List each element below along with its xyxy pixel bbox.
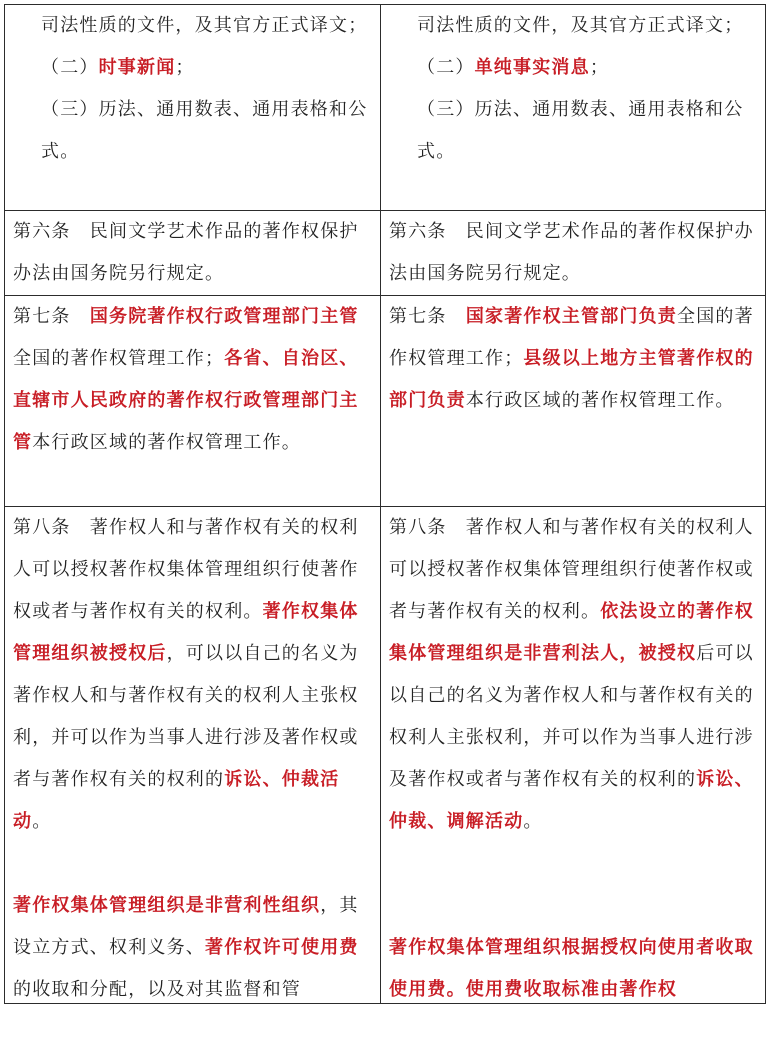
clause-text: （二）: [417, 57, 475, 78]
amended-text: 国家著作权主管部门负责: [465, 306, 678, 327]
amended-text: 单纯事实消息: [474, 57, 590, 78]
table-row: [5, 295, 765, 506]
new-law-cell: [381, 296, 765, 506]
clause-text: 司法性质的文件，及其官方正式译文；: [41, 15, 368, 36]
old-law-cell: [5, 5, 381, 210]
clause-paragraph: [13, 211, 374, 295]
amended-text: 时事新闻: [98, 57, 176, 78]
old-law-cell: [5, 507, 381, 1003]
clause-paragraph: [13, 89, 374, 173]
clause-paragraph: [13, 296, 374, 464]
clause-paragraph: [13, 47, 374, 89]
paragraph-gap: [389, 843, 759, 885]
clause-text: 后可以以自己的名义为著作权人和与著作权有关的权利人主张权利，并可以作为当事人进行涉及著作权或者与著作权有关的权利的: [389, 643, 754, 790]
amended-text: 著作权许可使用费: [205, 937, 359, 958]
clause-paragraph: [13, 885, 374, 1003]
table-row: [5, 506, 765, 1003]
clause-text: ，可以以自己的名义为著作权人和与著作权有关的权利人主张权利，并可以作为当事人进行涉及著作权或者与著作权有关的权利的: [13, 643, 359, 790]
clause-text: 本行政区域的著作权管理工作。: [465, 390, 735, 411]
new-law-cell: [381, 507, 765, 1003]
clause-paragraph: [13, 507, 374, 843]
clause-text: 第六条 民间文学艺术作品的著作权保护办法由国务院另行规定。: [389, 221, 754, 284]
new-law-cell: [381, 5, 765, 210]
clause-text: ；: [175, 57, 195, 78]
clause-paragraph: [389, 5, 759, 47]
new-law-cell: [381, 211, 765, 295]
amended-text: 著作权集体管理组织是非营利性组织: [13, 895, 321, 916]
amended-text: 著作权集体管理组织根据授权向使用者收取使用费。使用费收取标准由著作权: [389, 937, 754, 1000]
amended-text: 诉讼、仲裁活动: [13, 769, 340, 832]
clause-text: 。: [32, 811, 52, 832]
clause-text: 。: [523, 811, 543, 832]
amended-text: 各省、自治区、直辖市人民政府的著作权行政管理部门主管: [13, 348, 359, 453]
clause-paragraph: [389, 507, 759, 843]
clause-text: 司法性质的文件，及其官方正式译文；: [417, 15, 744, 36]
amended-text: 依法设立的著作权集体管理组织是非营利法人，被授权: [389, 601, 754, 664]
clause-paragraph: [389, 927, 759, 1003]
comparison-table: [4, 4, 766, 1004]
clause-text: （三）历法、通用数表、通用表格和公式。: [41, 99, 368, 162]
clause-paragraph: [389, 296, 759, 422]
paragraph-gap: [389, 885, 759, 927]
clause-text: ，其设立方式、权利义务、: [13, 895, 359, 958]
clause-text: ；: [589, 57, 610, 78]
clause-text: 第七条: [13, 306, 90, 327]
clause-paragraph: [13, 5, 374, 47]
clause-text: 全国的著作权管理工作；: [13, 348, 225, 369]
clause-text: 第八条 著作权人和与著作权有关的权利人可以授权著作权集体管理组织行使著作权或者与著作权有关的权利。: [389, 517, 754, 622]
amended-text: 著作权集体管理组织被授权后: [13, 601, 359, 664]
table-row: [5, 210, 765, 295]
clause-paragraph: [389, 211, 759, 295]
amended-text: 诉讼、仲裁、调解活动: [389, 769, 754, 832]
clause-text: 第七条: [389, 306, 466, 327]
old-law-cell: [5, 296, 381, 506]
page-bottom-margin: [0, 1004, 776, 1050]
clause-paragraph: [389, 47, 759, 89]
paragraph-gap: [13, 843, 374, 885]
clause-text: 第八条 著作权人和与著作权有关的权利人可以授权著作权集体管理组织行使著作权或者与著作权有关的权利。: [13, 517, 359, 622]
clause-text: （三）历法、通用数表、通用表格和公式。: [417, 99, 744, 162]
clause-text: 的收取和分配，以及对其监督和管: [13, 979, 301, 1000]
amended-text: 县级以上地方主管著作权的部门负责: [389, 348, 754, 411]
clause-text: 第六条 民间文学艺术作品的著作权保护办法由国务院另行规定。: [13, 221, 359, 284]
amended-text: 国务院著作权行政管理部门主管: [89, 306, 359, 327]
clause-paragraph: [389, 89, 759, 173]
clause-text: （二）: [41, 57, 99, 78]
clause-text: 本行政区域的著作权管理工作。: [32, 432, 302, 453]
old-law-cell: [5, 211, 381, 295]
table-row: [5, 5, 765, 210]
clause-text: 全国的著作权管理工作；: [389, 306, 754, 369]
